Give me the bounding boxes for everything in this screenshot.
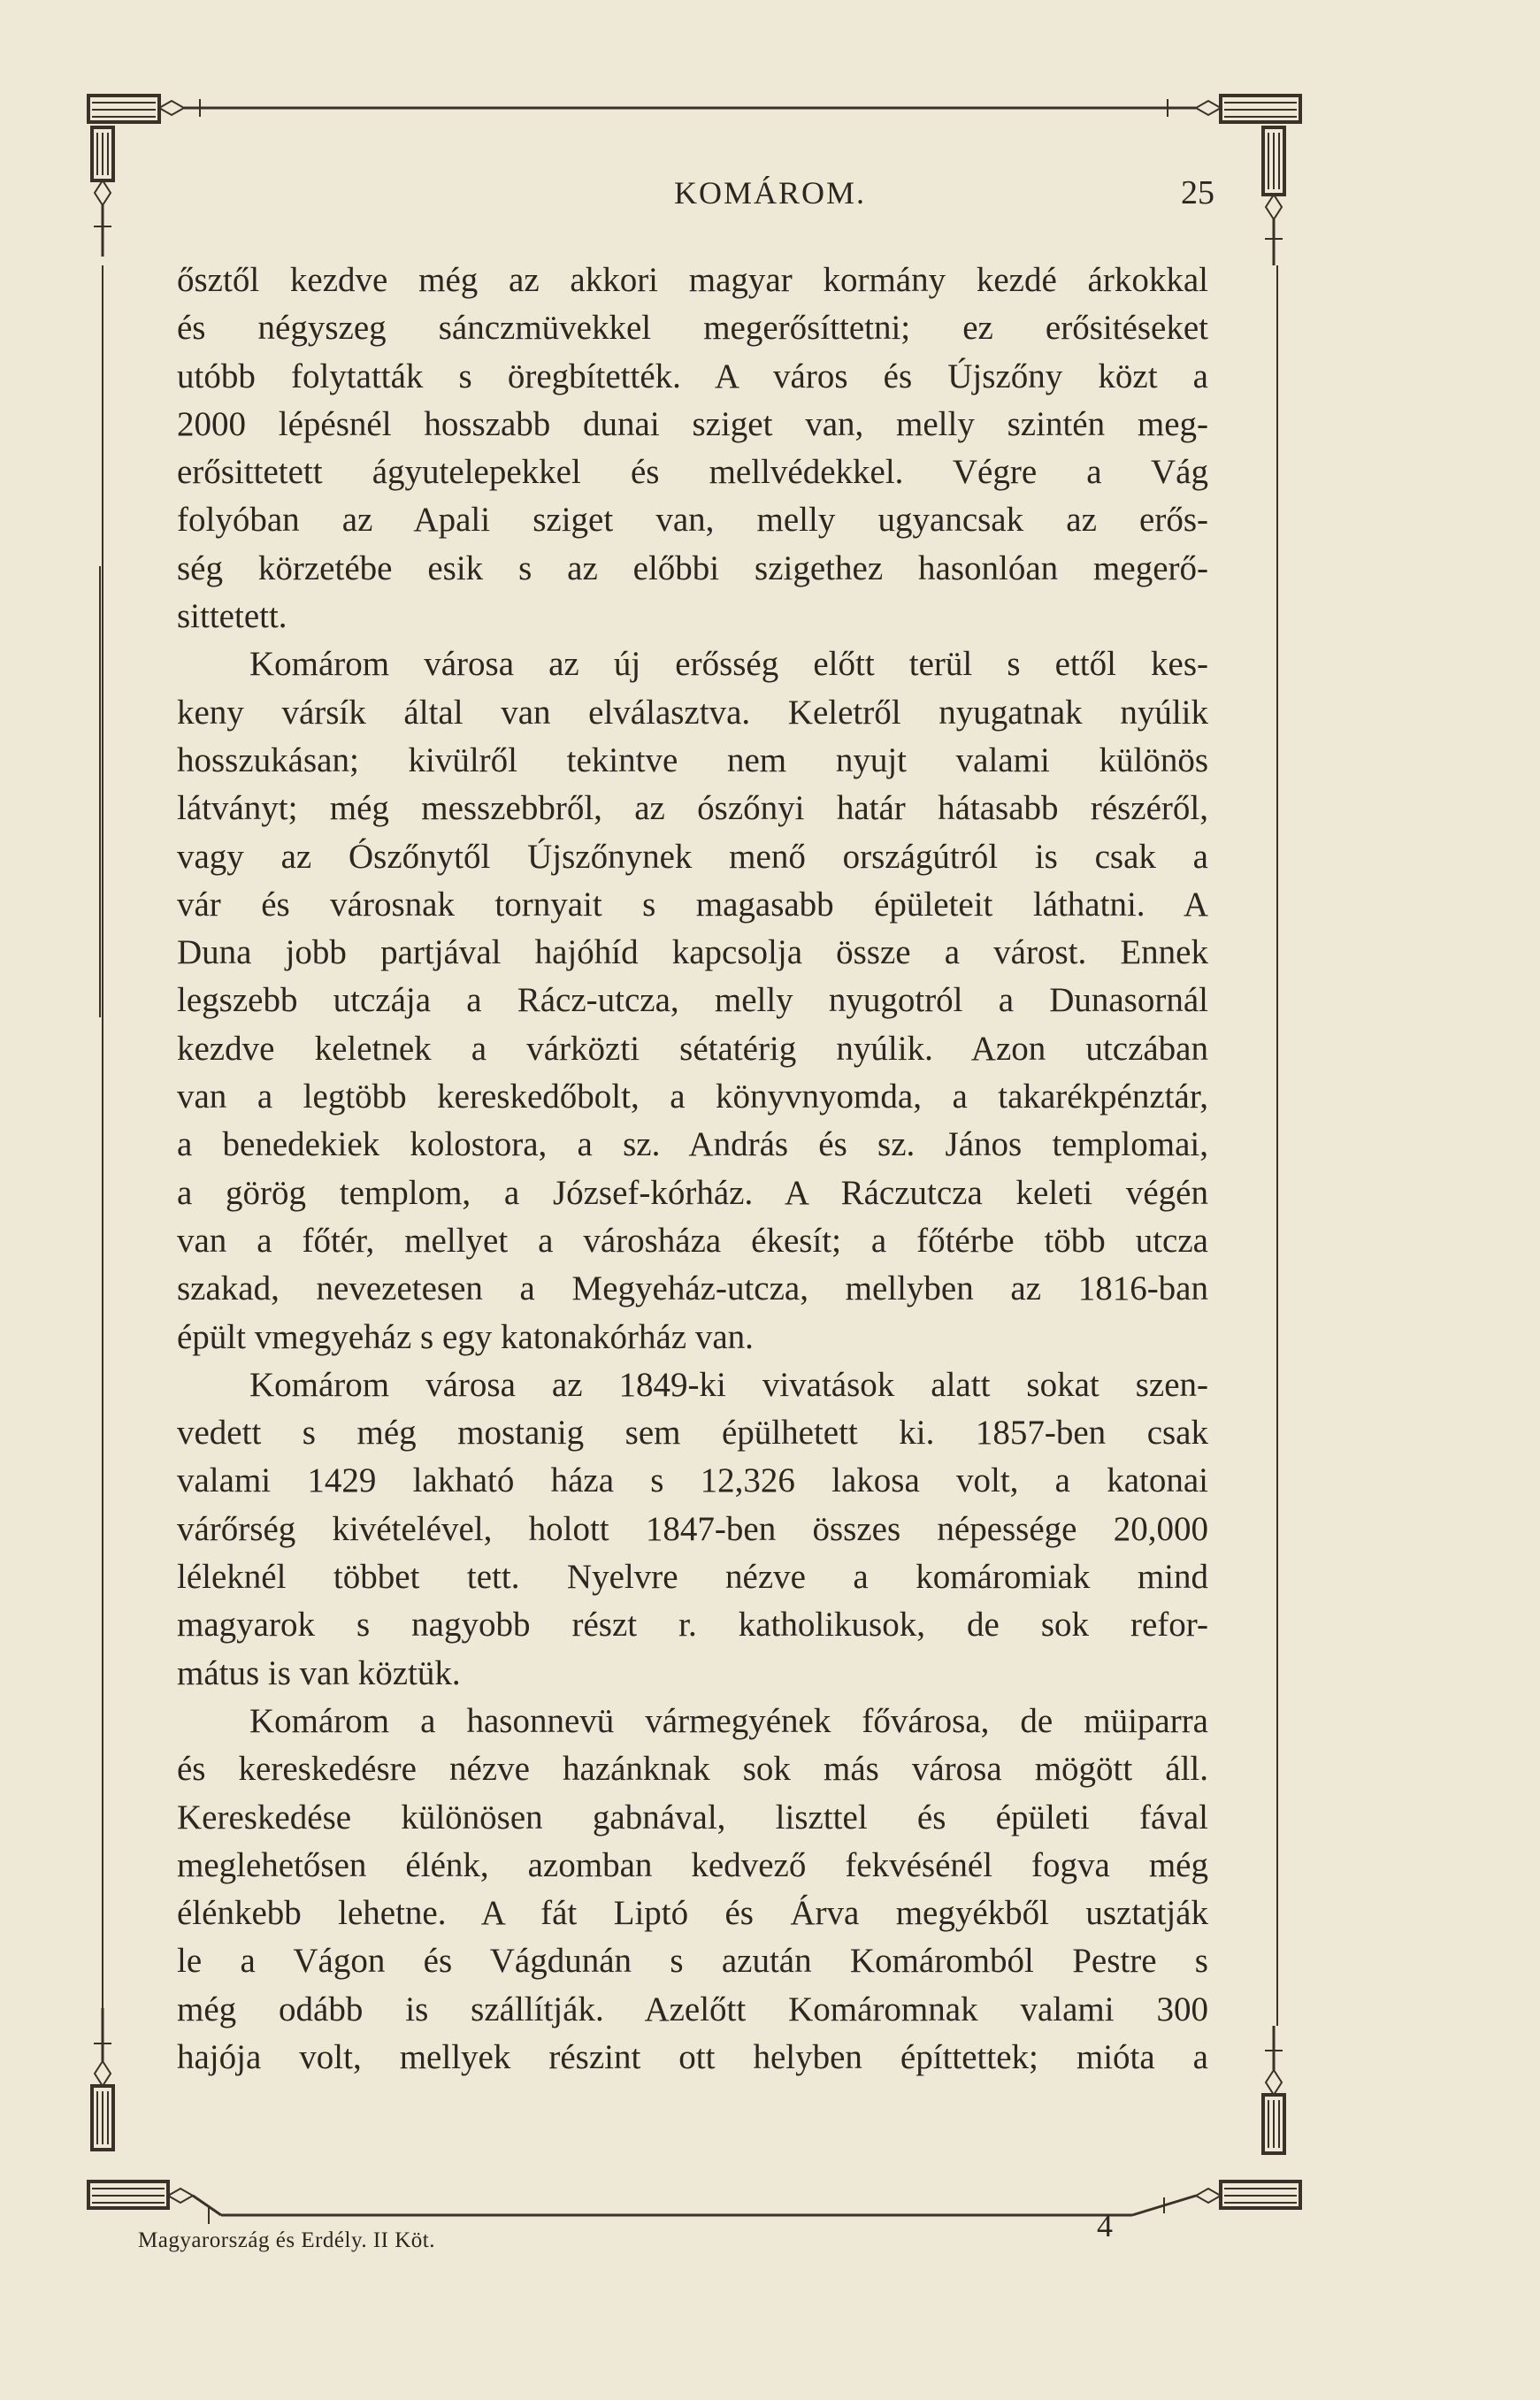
text-line: meglehetősen élénk, azomban kedvező fekvésénél fogva még — [177, 1845, 1208, 1884]
paragraph — [177, 640, 1208, 1361]
text-line: várőrség kivételével, holott 1847-ben összes népessége 20,000 — [177, 1509, 1208, 1548]
text-line: vagy az Ószőnytől Újszőnynek menő országútról is csak a — [177, 837, 1208, 876]
text-line: hosszukásan; kivülről tekintve nem nyujt valami különös — [177, 740, 1208, 779]
text-line: látványt; még messzebbről, az ószőnyi határ hátasabb részéről, — [177, 789, 1208, 828]
text-line: vár és városnak tornyait s magasabb épületeit láthatni. A — [177, 885, 1208, 924]
paragraph — [177, 1698, 1208, 2082]
page-number: 25 — [1181, 174, 1214, 211]
text-line: 2000 lépésnél hosszabb dunai sziget van, melly szintén meg- — [177, 404, 1208, 443]
text-line: élénkebb lehetne. A fát Liptó és Árva megyékből usztatják — [177, 1894, 1208, 1933]
paragraph — [177, 1361, 1208, 1698]
text-line: léleknél többet tett. Nyelvre nézve a komáromiak mind — [177, 1558, 1208, 1597]
body-text — [177, 257, 1208, 2082]
text-line: a benedekiek kolostora, a sz. András és sz. János templomai, — [177, 1125, 1208, 1164]
text-line: és kereskedésre nézve hazánknak sok más városa mögött áll. — [177, 1750, 1208, 1789]
text-line: van a legtöbb kereskedőbolt, a könyvnyomda, a takarékpénztár, — [177, 1077, 1208, 1116]
text-line: kezdve keletnek a várközti sétatérig nyúlik. Azon utczában — [177, 1029, 1208, 1068]
text-line: Komárom városa az új erősség előtt terül s ettől kes- — [249, 645, 1208, 684]
text-line: Komárom városa az 1849-ki vivatások alatt sokat szen- — [249, 1365, 1208, 1404]
running-title: KOMÁROM. — [673, 175, 867, 211]
text-line: ség körzetébe esik s az előbbi szigethez hasonlóan megerő- — [177, 548, 1208, 587]
text-line: Duna jobb partjával hajóhíd kapcsolja össze a várost. Ennek — [177, 933, 1208, 972]
text-line: mátus is van köztük. — [177, 1653, 461, 1692]
text-line: folyóban az Apali sziget van, melly ugyancsak az erős- — [177, 501, 1208, 540]
text-line: a görög templom, a József-kórház. A Ráczutcza keleti végén — [177, 1173, 1208, 1212]
text-line: valami 1429 lakható háza s 12,326 lakosa volt, a katonai — [177, 1461, 1208, 1500]
text-line: épült vmegyeház s egy katonakórház van. — [177, 1317, 754, 1356]
text-line: hajója volt, mellyek részint ott helyben építtettek; mióta a — [177, 2037, 1208, 2076]
text-line: Komárom a hasonnevü vármegyének fővárosa, de müiparra — [249, 1701, 1208, 1740]
footer-book-title: Magyarország és Erdély. II Köt. — [138, 2228, 435, 2252]
text-line: és négyszeg sánczmüvekkel megerősíttetni; ez erősitéseket — [177, 309, 1208, 348]
paragraph — [177, 257, 1208, 640]
text-line: magyarok s nagyobb részt r. katholikusok, de sok refor- — [177, 1606, 1208, 1645]
text-line: még odább is szállítják. Azelőtt Komáromnak valami 300 — [177, 1990, 1208, 2028]
text-line: sittetett. — [177, 597, 287, 636]
signature-mark: 4 — [1097, 2208, 1113, 2243]
text-line: utóbb folytatták s öregbítették. A város és Újszőny közt a — [177, 357, 1208, 395]
text-line: Kereskedése különösen gabnával, liszttel és épületi fával — [177, 1798, 1208, 1836]
text-line: legszebb utczája a Rácz-utcza, melly nyugotról a Dunasornál — [177, 981, 1208, 1020]
text-line: le a Vágon és Vágdunán s azután Komáromból Pestre s — [177, 1942, 1208, 1981]
text-line: ősztől kezdve még az akkori magyar kormány kezdé árkokkal — [177, 261, 1208, 299]
text-line: erősittetett ágyutelepekkel és mellvédekkel. Végre a Vág — [177, 453, 1208, 492]
text-line: keny vársík által van elválasztva. Keletről nyugatnak nyúlik — [177, 693, 1208, 732]
text-line: van a főtér, mellyet a városháza ékesít; a főtérbe több utcza — [177, 1221, 1208, 1260]
text-line: vedett s még mostanig sem épülhetett ki. 1857-ben csak — [177, 1414, 1208, 1453]
text-line: szakad, nevezetesen a Megyeház-utcza, mellyben az 1816-ban — [177, 1269, 1208, 1308]
